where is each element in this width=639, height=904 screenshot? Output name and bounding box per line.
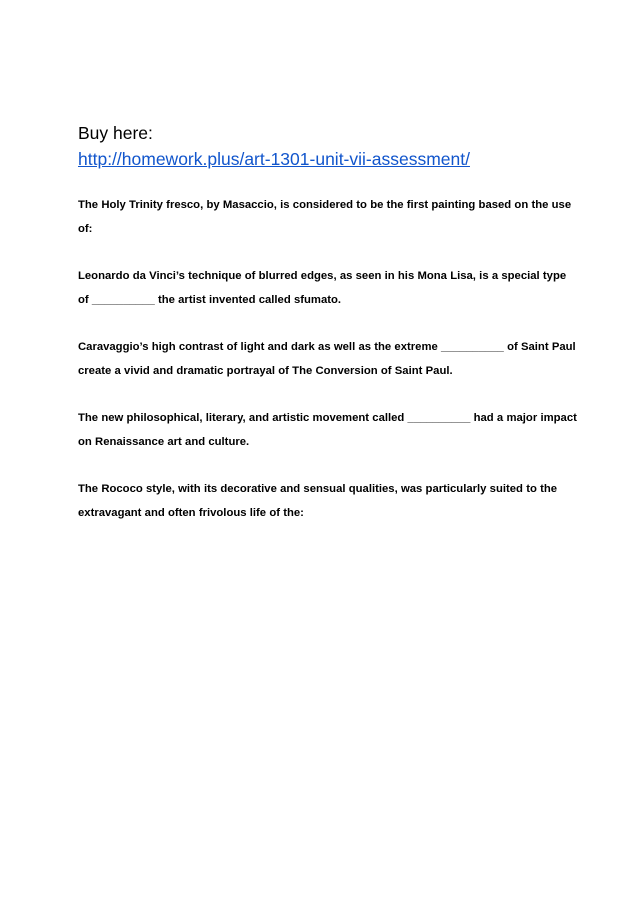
question-1: The Holy Trinity fresco, by Masaccio, is considered to be the first painting based on the use of: (78, 199, 572, 235)
question-3: Caravaggio’s high contrast of light and dark as well as the extreme __________ of Saint Paul create a vivid and dramatic portrayal of The Conversion of Saint Paul. (78, 341, 576, 377)
homework-link[interactable]: http://homework.plus/art-1301-unit-vii-assessment/ (78, 149, 470, 169)
buy-here-label: Buy here: (78, 123, 153, 143)
question-5: The Rococo style, with its decorative and sensual qualities, was particularly suited to the extravagant and often frivolous life of the: (78, 483, 558, 519)
document-content (78, 121, 578, 525)
question-2: Leonardo da Vinci’s technique of blurred edges, as seen in his Mona Lisa, is a special type of __________ the artist invented called sfumato. (78, 270, 567, 306)
question-list (78, 193, 578, 525)
question-4: The new philosophical, literary, and artistic movement called __________ had a major impact on Renaissance art and culture. (78, 412, 577, 448)
